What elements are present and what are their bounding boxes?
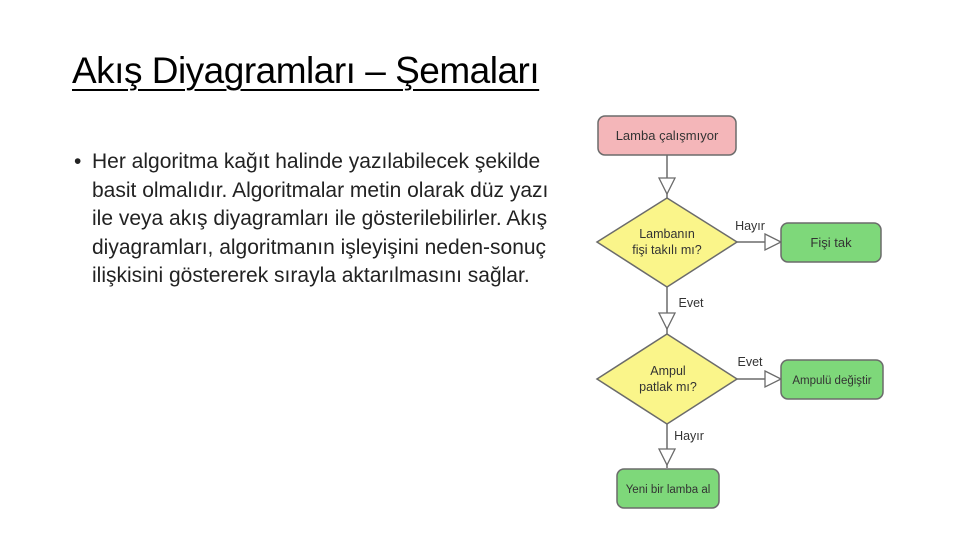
bullet-marker: • bbox=[74, 150, 82, 173]
decision2-label-line1: Ampul bbox=[650, 364, 686, 378]
arrowhead-down bbox=[659, 178, 675, 194]
arrowhead-down bbox=[659, 449, 675, 465]
arrowhead-right bbox=[765, 371, 781, 387]
start-node-label: Lamba çalışmıyor bbox=[615, 128, 719, 143]
action1-label: Fişi tak bbox=[810, 235, 852, 250]
arrowhead-right bbox=[765, 234, 781, 250]
edge-label-yes-2: Evet bbox=[737, 355, 763, 369]
decision1-label-line1: Lambanın bbox=[639, 227, 695, 241]
action2-label: Ampulü değiştir bbox=[792, 375, 872, 387]
arrowhead-down bbox=[659, 313, 675, 329]
edge-label-yes-1: Evet bbox=[678, 296, 704, 310]
action3-label: Yeni bir lamba al bbox=[625, 484, 711, 496]
decision1-label-line2: fişi takılı mı? bbox=[632, 243, 702, 257]
slide-title: Akış Diyagramları – Şemaları bbox=[72, 50, 540, 91]
edge-label-no-2: Hayır bbox=[674, 429, 704, 443]
bullet-text: Her algoritma kağıt halinde yazılabilecek şekilde basit olmalıdır. Algoritmalar metin olarak düz yazı ile veya akış diyagramları ile gösterilebilirler. Akış diyagramları, algoritmanın işleyişini neden-sonuç ilişkisini göstererek sırayla aktarılmasını sağlar. bbox=[92, 150, 549, 287]
decision2-node bbox=[597, 334, 737, 424]
decision2-label-line2: patlak mı? bbox=[639, 380, 697, 394]
edge-label-no-1: Hayır bbox=[735, 219, 765, 233]
